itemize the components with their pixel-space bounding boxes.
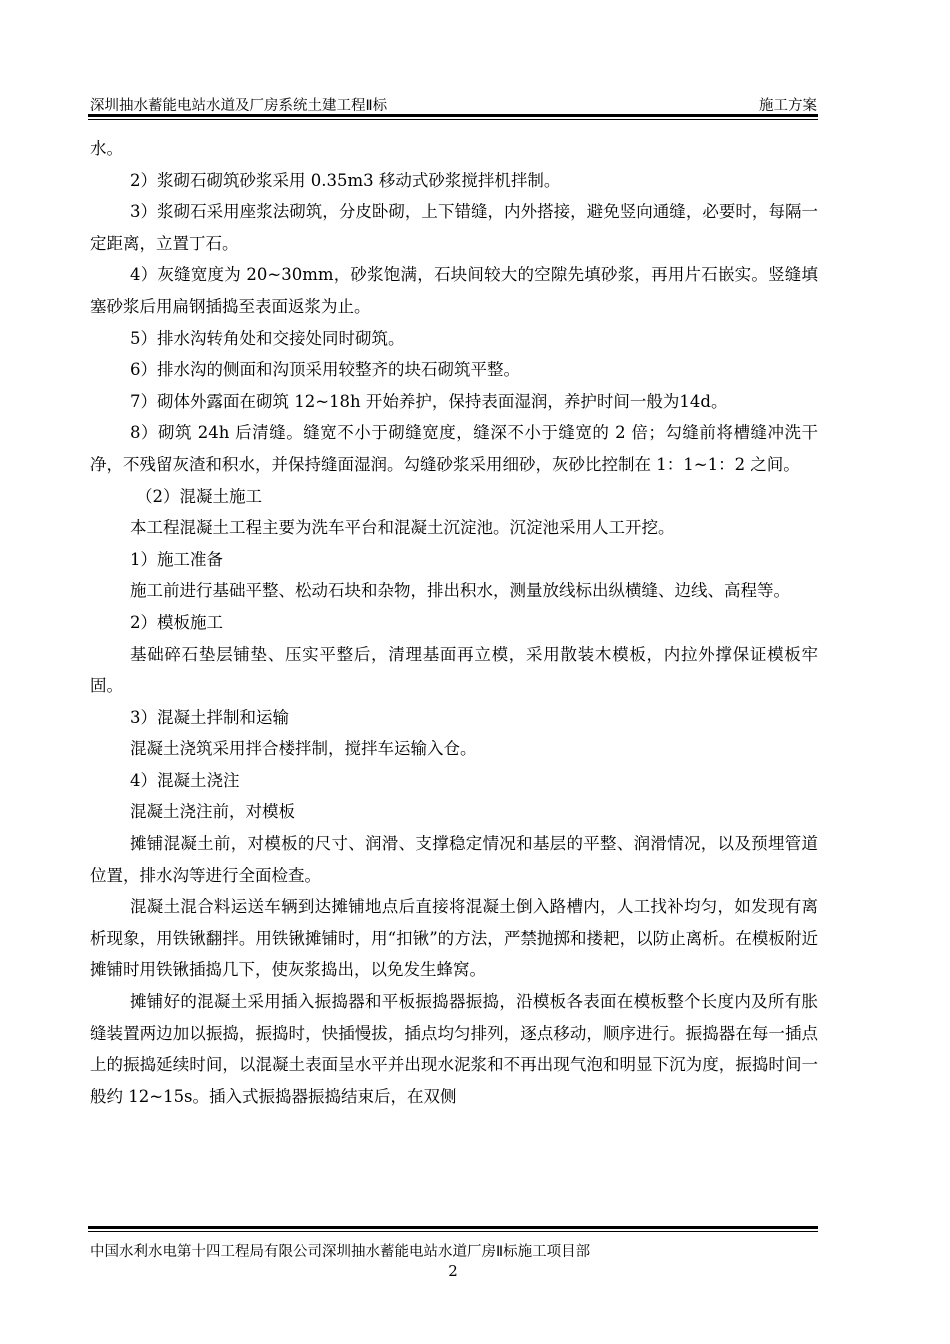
subsection-heading: 1）施工准备 <box>130 549 223 569</box>
paragraph: 8）砌筑 24h 后清缝。缝宽不小于砌缝宽度，缝深不小于缝宽的 2 倍；勾缝前将槽缝冲洗干净，不残留灰渣和积水，并保持缝面湿润。勾缝砂浆采用细砂，灰砂比控制在 1：1~1：2 之间。 <box>90 423 818 474</box>
paragraph: 施工前进行基础平整、松动石块和杂物，排出积水，测量放线标出纵横缝、边线、高程等。 <box>130 581 790 601</box>
paragraph: 摊铺混凝土前，对模板的尺寸、润滑、支撑稳定情况和基层的平整、润滑情况，以及预埋管道位置，排水沟等进行全面检查。 <box>90 834 818 885</box>
footer-rule-thick <box>88 1226 818 1229</box>
paragraph: 7）砌体外露面在砌筑 12~18h 开始养护，保持表面湿润，养护时间一般为14d。 <box>130 391 728 411</box>
header-document-type: 施工方案 <box>759 98 817 114</box>
subsection-heading: 3）混凝土拌制和运输 <box>130 707 289 727</box>
paragraph: 基础碎石垫层铺垫、压实平整后，清理基面再立模，采用散装木模板，内拉外撑保证模板牢固。 <box>90 644 818 696</box>
header-rule-thin <box>88 119 818 120</box>
paragraph: 5）排水沟转角处和交接处同时砌筑。 <box>130 328 405 348</box>
paragraph: 本工程混凝土工程主要为洗车平台和混凝土沉淀池。沉淀池采用人工开挖。 <box>130 518 675 538</box>
paragraph: 水。 <box>90 139 123 158</box>
paragraph: 3）浆砌石采用座浆法砌筑，分皮卧砌，上下错缝，内外搭接，避免竖向通缝，必要时，每隔一定距离，立置丁石。 <box>90 202 818 253</box>
paragraph: 混凝土浇筑采用拌合楼拌制，搅拌车运输入仓。 <box>130 739 477 759</box>
header-project-title: 深圳抽水蓄能电站水道及厂房系统土建工程Ⅱ标 <box>90 98 388 114</box>
section-heading: （2）混凝土施工 <box>136 486 262 506</box>
footer-rule-thin <box>88 1231 818 1232</box>
paragraph: 摊铺好的混凝土采用插入振捣器和平板振捣器振捣，沿模板各表面在模板整个长度内及所有胀缝装置两边加以振捣，振捣时，快插慢拔，插点均匀排列，逐点移动，顺序进行。振捣器在每一插点上的振捣延续时间，以混凝土表面呈水平并出现水泥浆和不再出现气泡和明显下沉为度，振捣时间一般约 12~15s。插入式振捣器振捣结束后，在双侧 <box>90 992 818 1106</box>
paragraph: 6）排水沟的侧面和沟顶采用较整齐的块石砌筑平整。 <box>130 360 520 380</box>
paragraph: 混凝土浇注前，对模板 <box>130 802 295 822</box>
paragraph: 4）灰缝宽度为 20~30mm，砂浆饱满，石块间较大的空隙先填砂浆，再用片石嵌实。竖缝填塞砂浆后用扁钢插捣至表面返浆为止。 <box>90 265 818 316</box>
header-rule-thick <box>88 114 818 117</box>
paragraph: 混凝土混合料运送车辆到达摊铺地点后直接将混凝土倒入路槽内，人工找补均匀，如发现有离析现象，用铁锹翻拌。用铁锹摊铺时，用“扣锹”的方法，严禁抛掷和搂耙，以防止离析。在模板附近摊铺时用铁锹插捣几下，使灰浆捣出，以免发生蜂窝。 <box>90 897 818 980</box>
document-body <box>90 133 818 1112</box>
paragraph: 2）浆砌石砌筑砂浆采用 0.35m3 移动式砂浆搅拌机拌制。 <box>130 170 561 190</box>
page-number: 2 <box>448 1262 458 1280</box>
subsection-heading: 4）混凝土浇注 <box>130 770 240 790</box>
subsection-heading: 2）模板施工 <box>130 612 223 632</box>
footer-company: 中国水利水电第十四工程局有限公司深圳抽水蓄能电站水道厂房Ⅱ标施工项目部 <box>90 1244 591 1260</box>
